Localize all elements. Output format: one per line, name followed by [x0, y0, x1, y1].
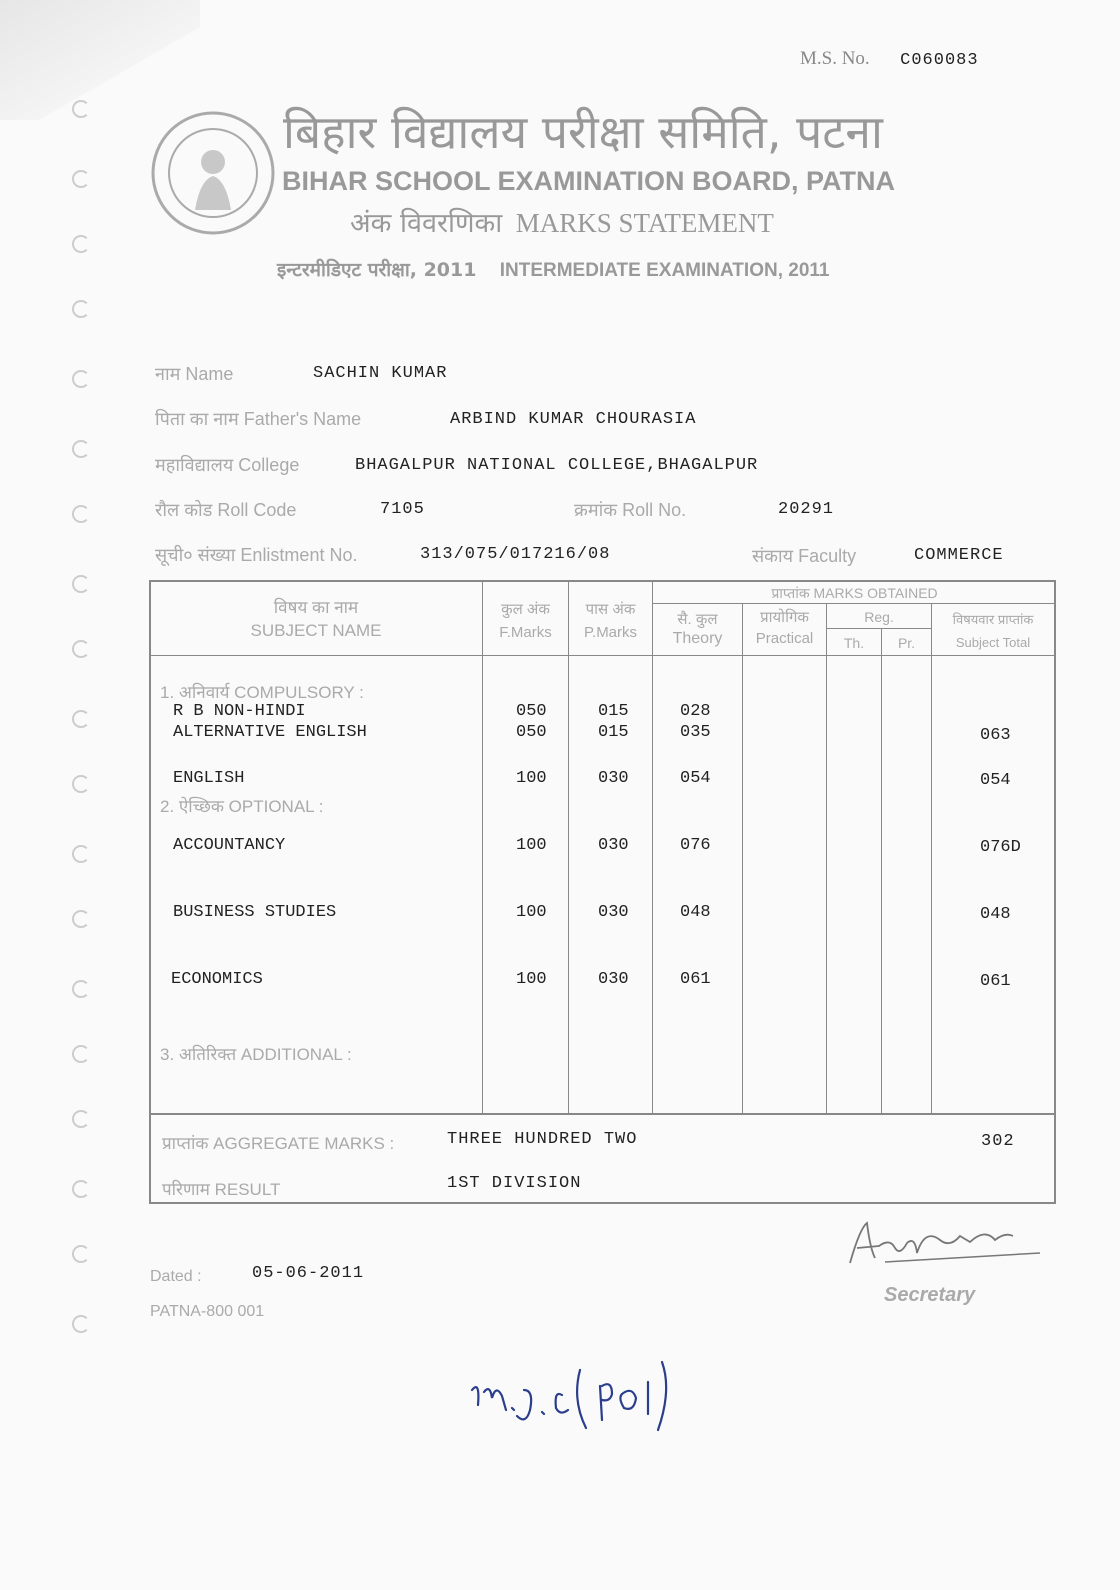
folded-corner: [0, 0, 200, 120]
section-optional: 2. ऐच्छिक OPTIONAL :: [160, 797, 324, 816]
section-compulsory: 1. अनिवार्य COMPULSORY :: [160, 683, 364, 702]
row-theory: 048: [680, 903, 711, 922]
subject-header-hindi: विषय का नाम: [273, 598, 359, 617]
result-label: परिणाम RESULT: [162, 1180, 281, 1199]
roll-no-value: 20291: [778, 500, 835, 519]
theory-header-english: Theory: [672, 630, 723, 647]
college-value: BHAGALPUR NATIONAL COLLEGE,BHAGALPUR: [355, 456, 759, 475]
pass-marks-header: [569, 600, 652, 642]
father-name-value: ARBIND KUMAR CHOURASIA: [450, 410, 697, 429]
practical-header-english: Practical: [755, 630, 814, 647]
subject-name-header: [150, 598, 482, 640]
subject-total-header-hindi: विषयवार प्राप्तांक: [952, 612, 1034, 627]
subject-total-header-english: Subject Total: [955, 635, 1031, 650]
reg-header: Reg.: [864, 609, 894, 625]
exam-title-hindi: इन्टरमीडिएट परीक्षा, 2011: [277, 259, 477, 281]
dated-label: Dated :: [150, 1268, 202, 1285]
theory-header-hindi: सै. कुल: [677, 611, 718, 628]
enlistment-label: सूची० संख्या Enlistment No.: [155, 545, 358, 565]
row-theory: 054: [680, 769, 711, 788]
roll-code-value: 7105: [380, 500, 425, 519]
row-pass-marks: 030: [598, 903, 629, 922]
row-subject: R B NON-HINDI: [173, 702, 306, 721]
row-full-marks: 050: [516, 702, 547, 721]
board-title-english: BIHAR SCHOOL EXAMINATION BOARD, PATNA: [282, 166, 895, 196]
subject-header-english: SUBJECT NAME: [250, 621, 382, 640]
row-subject: ACCOUNTANCY: [173, 836, 286, 855]
pass-marks-header-english: P.Marks: [583, 624, 638, 641]
row-theory: 028: [680, 702, 711, 721]
board-title-hindi: बिहार विद्यालय परीक्षा समिति, पटना: [283, 105, 883, 159]
section-additional: 3. अतिरिक्त ADDITIONAL :: [160, 1045, 352, 1064]
roll-code-label: रौल कोड Roll Code: [155, 500, 297, 520]
faculty-value: COMMERCE: [914, 546, 1004, 565]
subject-total-header: [932, 610, 1054, 652]
practical-header: [743, 608, 826, 648]
handwritten-note-icon: [462, 1350, 722, 1460]
row-pass-marks: 015: [598, 702, 629, 721]
row-full-marks: 050: [516, 723, 547, 742]
date-value: 05-06-2011: [252, 1264, 365, 1283]
marks-obtained-header: प्राप्तांक MARKS OBTAINED: [771, 585, 938, 601]
exam-title-english: INTERMEDIATE EXAMINATION, 2011: [499, 260, 830, 281]
statement-title: [350, 203, 774, 240]
college-label: महाविद्यालय College: [155, 455, 300, 475]
place-text: PATNA-800 001: [150, 1303, 265, 1320]
secretary-label: Secretary: [884, 1284, 976, 1306]
row-full-marks: 100: [516, 903, 547, 922]
row-pass-marks: 015: [598, 723, 629, 742]
row-subject: ECONOMICS: [171, 970, 263, 989]
row-subject: ENGLISH: [173, 769, 245, 788]
row-subject: ALTERNATIVE ENGLISH: [173, 723, 367, 742]
name-label: नाम Name: [155, 364, 234, 384]
ms-number-value: C060083: [900, 51, 979, 70]
full-marks-header: [483, 600, 568, 642]
board-seal-icon: [150, 110, 276, 236]
statement-title-english: MARKS STATEMENT: [515, 208, 774, 238]
name-value: SACHIN KUMAR: [313, 364, 448, 383]
full-marks-header-hindi: कुल अंक: [501, 601, 550, 618]
father-name-label: पिता का नाम Father's Name: [155, 409, 362, 429]
row-theory: 035: [680, 723, 711, 742]
row-full-marks: 100: [516, 769, 547, 788]
row-full-marks: 100: [516, 970, 547, 989]
row-pass-marks: 030: [598, 769, 629, 788]
exam-title: [277, 256, 829, 282]
secretary-signature-icon: [845, 1218, 1045, 1268]
enlistment-value: 313/075/017216/08: [420, 545, 611, 564]
theory-header: [653, 610, 742, 648]
row-pass-marks: 030: [598, 836, 629, 855]
row-total: 054: [980, 771, 1011, 790]
full-marks-header-english: F.Marks: [499, 624, 552, 641]
th-header: Th.: [843, 635, 865, 651]
row-total: 076D: [980, 838, 1021, 857]
row-total: 048: [980, 905, 1011, 924]
ms-number-label: M.S. No.: [800, 48, 870, 69]
aggregate-value: 302: [981, 1132, 1015, 1151]
row-full-marks: 100: [516, 836, 547, 855]
roll-no-label: क्रमांक Roll No.: [574, 500, 687, 520]
pass-marks-header-hindi: पास अंक: [585, 601, 636, 618]
result-value: 1ST DIVISION: [447, 1174, 582, 1193]
practical-header-hindi: प्रायोगिक: [760, 609, 809, 626]
row-pass-marks: 030: [598, 970, 629, 989]
row-theory: 061: [680, 970, 711, 989]
row-subject: BUSINESS STUDIES: [173, 903, 337, 922]
ms-number: [800, 48, 979, 70]
pr-header: Pr.: [897, 635, 916, 651]
statement-title-hindi: अंक विवरणिका: [350, 208, 503, 239]
row-total: 063: [980, 726, 1011, 745]
aggregate-label: प्राप्तांक AGGREGATE MARKS :: [162, 1134, 395, 1153]
row-theory: 076: [680, 836, 711, 855]
faculty-label: संकाय Faculty: [752, 546, 857, 566]
row-total: 061: [980, 972, 1011, 991]
aggregate-words: THREE HUNDRED TWO: [447, 1130, 638, 1149]
